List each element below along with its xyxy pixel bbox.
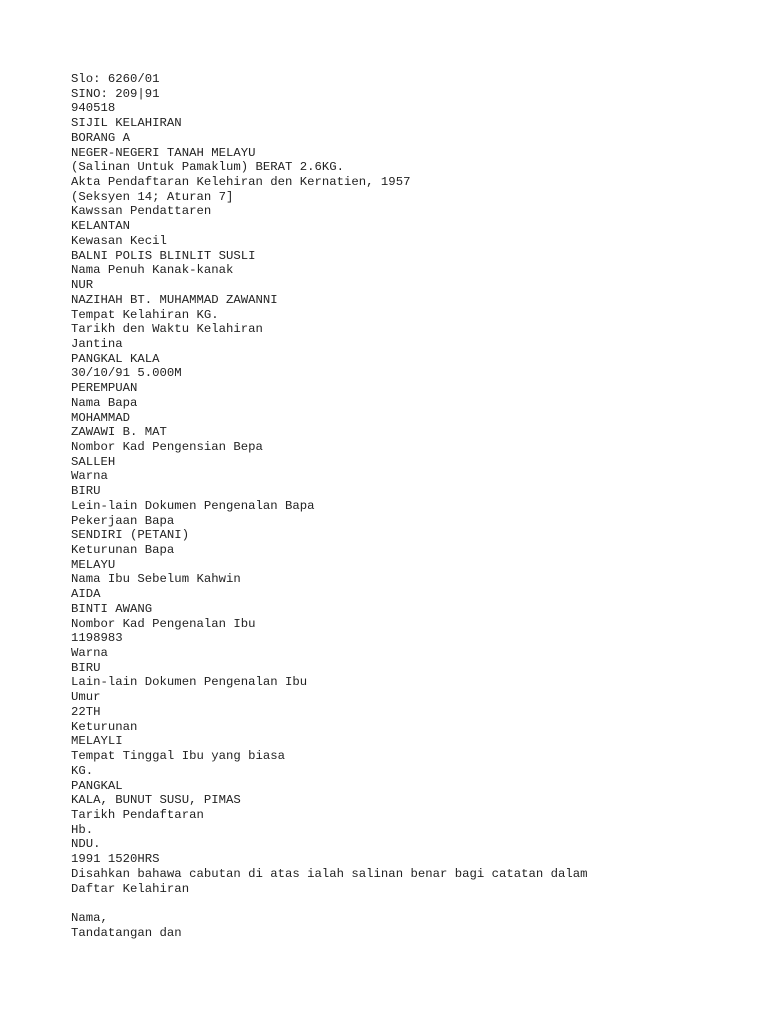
mother-name-value: AIDA <box>71 587 101 602</box>
child-gender-value: PEREMPUAN <box>71 381 138 396</box>
birth-certificate-text <box>71 72 751 940</box>
mother-age-label: Umur <box>71 690 101 705</box>
father-name-label: Nama Bapa <box>71 395 138 410</box>
mother-name-label: Nama Ibu Sebelum Kahwin <box>71 572 241 587</box>
father-name-value: MOHAMMAD <box>71 410 131 425</box>
father-descent-value: MELAYU <box>71 557 116 572</box>
registration-area-value: KELANTAN <box>71 219 131 234</box>
father-color-label: Warna <box>71 469 108 484</box>
father-name-value: ZAWAWI B. MAT <box>71 425 167 440</box>
registration-subarea-value: BALNI POLIS BLINLIT SUSLI <box>71 248 256 263</box>
registration-date-label: Tarikh Pendaftaran <box>71 807 204 822</box>
slo-number: Slo: 6260/01 <box>71 72 160 86</box>
states-heading: NEGER-NEGERI TANAH MELAYU <box>71 145 256 160</box>
document-title: SIJIL KELAHIRAN <box>71 116 182 131</box>
father-occupation-label: Pekerjaan Bapa <box>71 513 175 528</box>
certification-statement: Daftar Kelahiran <box>71 881 190 896</box>
registration-date-value: Hb. <box>71 822 94 837</box>
registration-subarea-label: Kewasan Kecil <box>71 233 167 248</box>
child-name-label: Nama Penuh Kanak-kanak <box>71 263 234 278</box>
certification-statement: Disahkan bahawa cabutan di atas ialah salinan benar bagi catatan dalam <box>71 866 588 881</box>
registration-date-value: 1991 1520HRS <box>71 852 160 867</box>
father-descent-label: Keturunan Bapa <box>71 543 175 557</box>
mother-id-label: Nombor Kad Pengenalan Ibu <box>71 616 256 631</box>
registration-area-label: Kawssan Pendattaren <box>71 204 212 219</box>
act-reference: Akta Pendaftaran Kelehiran den Kernatien, 1957 <box>71 175 411 190</box>
father-color-value: BIRU <box>71 484 101 499</box>
section-reference: (Seksyen 14; Aturan 7] <box>71 189 234 204</box>
mother-residence-value: PANGKAL <box>71 778 123 793</box>
mother-residence-value: KG. <box>71 763 94 778</box>
mother-id-value: 1198983 <box>71 631 123 646</box>
blank-line <box>71 896 751 911</box>
child-name-value: NAZIHAH BT. MUHAMMAD ZAWANNI <box>71 292 278 307</box>
father-other-docs-label: Lein-lain Dokumen Pengenalan Bapa <box>71 498 315 513</box>
mother-descent-label: Keturunan <box>71 719 138 734</box>
mother-age-value: 22TH <box>71 704 101 719</box>
registration-date-value: NDU. <box>71 837 101 852</box>
father-occupation-value: SENDIRI (PETANI) <box>71 528 190 543</box>
mother-color-value: BIRU <box>71 660 101 675</box>
father-id-value: SALLEH <box>71 454 116 469</box>
mother-residence-label: Tempat Tinggal Ibu yang biasa <box>71 749 286 764</box>
form-name: BORANG A <box>71 130 131 145</box>
signature-label: Tandatangan dan <box>71 925 182 940</box>
copy-note: (Salinan Untuk Pamaklum) BERAT 2.6KG. <box>71 160 345 175</box>
mother-descent-value: MELAYLI <box>71 734 123 749</box>
certificate-number: 940518 <box>71 101 116 116</box>
child-gender-label: Jantina <box>71 336 123 351</box>
child-datetime-label: Tarikh den Waktu Kelahiran <box>71 322 263 337</box>
child-birthplace-value: PANGKAL KALA <box>71 351 160 366</box>
mother-name-value: BINTI AWANG <box>71 601 153 616</box>
child-birthplace-label: Tempat Kelahiran KG. <box>71 307 219 322</box>
signatory-name-label: Nama, <box>71 910 108 925</box>
mother-color-label: Warna <box>71 646 108 661</box>
sino-number: SINO: 209|91 <box>71 86 160 101</box>
mother-other-docs-label: Lain-lain Dokumen Pengenalan Ibu <box>71 675 308 690</box>
mother-residence-value: KALA, BUNUT SUSU, PIMAS <box>71 793 241 808</box>
child-name-value: NUR <box>71 278 94 293</box>
father-id-label: Nombor Kad Pengensian Bepa <box>71 439 263 454</box>
child-datetime-value: 30/10/91 5.000M <box>71 366 182 381</box>
